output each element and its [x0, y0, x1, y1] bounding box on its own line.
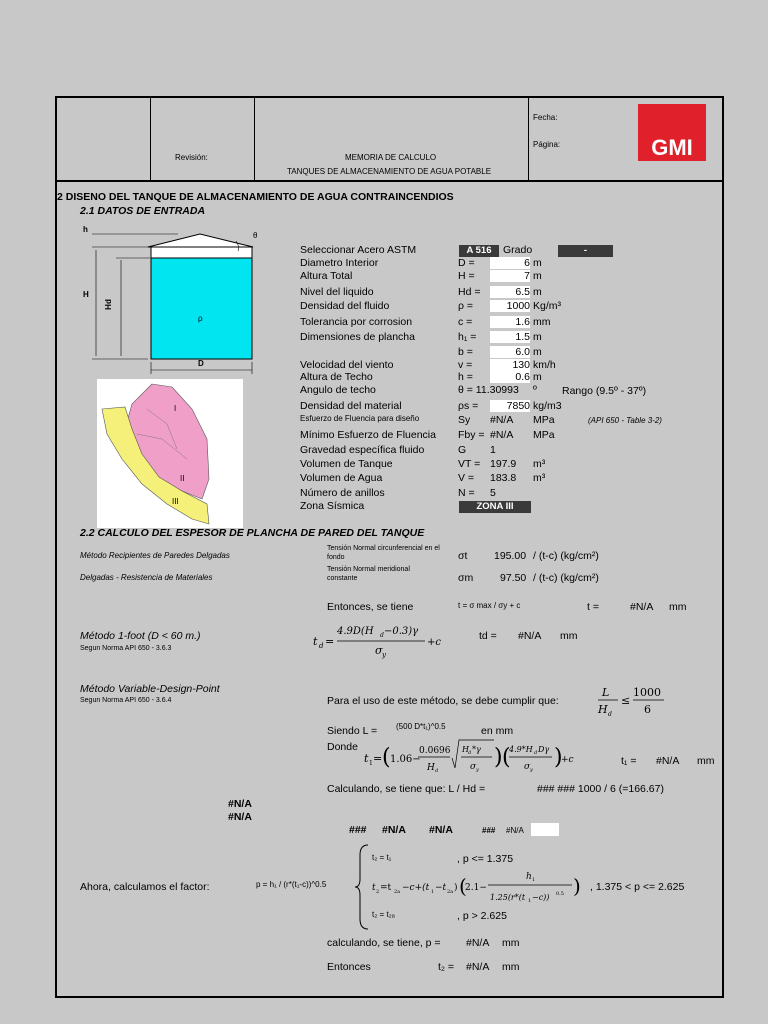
- svg-text:1: 1: [369, 760, 373, 767]
- diagram-theta: θ: [253, 231, 258, 240]
- tension-circ-val: 195.00: [494, 550, 527, 562]
- date-label: Fecha:: [533, 113, 558, 122]
- subsection-inputs: 2.1 DATOS DE ENTRADA: [80, 205, 206, 217]
- svg-text:d: d: [380, 632, 384, 639]
- t-value: #N/A: [630, 601, 654, 613]
- svg-text:*γ: *γ: [472, 745, 481, 754]
- l-hd-formula: [596, 683, 671, 719]
- svg-text:+c: +c: [561, 755, 574, 765]
- t1-formula: [364, 738, 574, 780]
- svg-text:2a: 2a: [394, 889, 401, 895]
- input-unit-16: m³: [533, 472, 546, 484]
- siendo-unit: en mm: [481, 725, 514, 737]
- case3-cond: , p > 2.625: [457, 910, 507, 922]
- input-value-2: 7: [524, 270, 530, 282]
- input-unit-3: m: [533, 286, 542, 298]
- input-unit-8: km/h: [533, 359, 556, 371]
- tension-mer: Tensión Normal meridional constante: [327, 566, 410, 582]
- input-value-cell-7[interactable]: [490, 346, 530, 358]
- svg-text:2.1−: 2.1−: [465, 883, 487, 893]
- na-1: #N/A: [228, 798, 252, 810]
- input-label-16: Volumen de Agua: [300, 472, 383, 484]
- tension-circ-unit: / (t-c) (kg/cm²): [533, 550, 599, 562]
- memo-title: MEMORIA DE CALCULO: [345, 153, 437, 162]
- zone-select[interactable]: ZONA III: [459, 501, 531, 513]
- siendo-expr: (500 D*t₁)^0.5: [396, 722, 446, 731]
- input-symbol-13: Fby =: [458, 429, 485, 441]
- input-value-4: 1000: [506, 300, 530, 312]
- svg-text:h: h: [526, 872, 532, 882]
- input-unit-7: m: [533, 346, 542, 358]
- row-na-3: #N/A: [506, 826, 524, 835]
- svg-text:): ): [573, 874, 581, 898]
- svg-text:1: 1: [528, 898, 532, 904]
- subsection-thickness: 2.2 CALCULO DEL ESPESOR DE PLANCHA DE PARED DEL TANQUE: [80, 527, 425, 539]
- blank-cell: [531, 823, 559, 836]
- input-label-10: Angulo de techo: [300, 384, 376, 396]
- svg-text:1: 1: [431, 889, 435, 895]
- input-label-4: Densidad del fluido: [300, 300, 390, 312]
- input-value-cell-6[interactable]: [490, 331, 530, 343]
- input-unit-15: m³: [533, 458, 546, 470]
- t-eq: t =: [587, 601, 599, 613]
- header-bottom-line: [55, 180, 722, 182]
- input-symbol-11: ρs =: [458, 400, 479, 412]
- input-label-18: Zona Sísmica: [300, 500, 365, 512]
- t1-value: #N/A: [656, 755, 680, 767]
- input-label-12: Esfuerzo de Fluencia para diseño: [300, 414, 420, 423]
- input-symbol-9: h =: [458, 371, 473, 383]
- svg-text:(: (: [459, 874, 467, 898]
- svg-text:=: =: [325, 635, 335, 648]
- input-unit-4: Kg/m³: [533, 300, 562, 312]
- tension-circ-sym: σt: [458, 550, 468, 562]
- input-value-7: 6.0: [515, 346, 530, 358]
- p-unit: mm: [502, 937, 520, 949]
- input-label-15: Volumen de Tanque: [300, 458, 393, 470]
- input-value-cell-3[interactable]: [490, 286, 530, 298]
- svg-text:σ: σ: [375, 644, 383, 657]
- t-expression: t = σ max / σy + c: [458, 601, 521, 610]
- svg-text:0.0696: 0.0696: [419, 746, 451, 756]
- t2-unit: mm: [502, 961, 520, 973]
- case2-formula: [368, 866, 588, 906]
- svg-text:y: y: [530, 767, 533, 773]
- input-value-cell-1[interactable]: [490, 257, 530, 269]
- input-symbol-6: h₁ =: [458, 331, 477, 343]
- input-label-8: Velocidad del viento: [300, 359, 394, 371]
- svg-text:1.06−: 1.06−: [390, 754, 421, 765]
- diagram-rho: ρ: [198, 314, 203, 323]
- case3-expr: t₂ = t₂ₐ: [372, 910, 395, 919]
- p-value: #N/A: [466, 937, 490, 949]
- svg-text:d: d: [534, 750, 538, 756]
- td-value: #N/A: [518, 630, 542, 642]
- method-1foot-norm: Segun Norma API 650 - 3.6.3: [80, 645, 172, 652]
- svg-text:(: (: [502, 745, 511, 770]
- input-value-5: 1.6: [515, 316, 530, 328]
- svg-text:2a: 2a: [447, 889, 454, 895]
- section-title: 2 DISENO DEL TANQUE DE ALMACENAMIENTO DE AGUA CONTRAINCENDIOS: [57, 191, 454, 203]
- diagram-D-label: D: [198, 359, 204, 368]
- input-label-0: Seleccionar Acero ASTM: [300, 244, 417, 256]
- svg-text:t: t: [313, 635, 318, 648]
- input-symbol-12: Sy: [458, 414, 471, 426]
- svg-text:d: d: [435, 768, 439, 774]
- method-vdp: Método Variable-Design-Point: [80, 683, 220, 695]
- td-unit: mm: [560, 630, 578, 642]
- input-label-11: Densidad del material: [300, 400, 402, 412]
- zone-III: III: [172, 497, 179, 506]
- method-1foot: Método 1-foot (D < 60 m.): [80, 630, 201, 642]
- svg-text:−0.3)γ: −0.3)γ: [384, 626, 419, 637]
- calculando-label: Calculando, se tiene que: L / Hd =: [327, 783, 486, 795]
- input-value-cell-9[interactable]: [490, 371, 530, 383]
- svg-text:6: 6: [644, 703, 651, 716]
- input-label-17: Número de anillos: [300, 487, 385, 499]
- case1-cond: , p <= 1.375: [457, 853, 514, 865]
- roof-range: Rango (9.5º - 37º): [562, 385, 647, 397]
- input-value-17: 5: [490, 487, 496, 499]
- row-hash-2: ###: [482, 826, 496, 835]
- input-symbol-15: VT =: [458, 458, 481, 470]
- input-value-12: #N/A: [490, 414, 514, 426]
- input-label-13: Mínimo Esfuerzo de Fluencia: [300, 429, 436, 441]
- method-thin-2: Delgadas - Resistencia de Materiales: [80, 573, 213, 582]
- svg-text:−c)): −c)): [532, 893, 550, 902]
- input-label-5: Tolerancia por corrosion: [300, 316, 413, 328]
- input-value-14: 1: [490, 444, 496, 456]
- svg-text:L: L: [602, 686, 610, 699]
- input-value-cell-5[interactable]: [490, 316, 530, 328]
- svg-text:y: y: [382, 651, 386, 659]
- svg-text:H: H: [598, 703, 608, 716]
- grade-label: Grado: [503, 244, 533, 256]
- input-symbol-8: v =: [458, 359, 473, 371]
- input-label-1: Diametro Interior: [300, 257, 379, 269]
- row-na-2: #N/A: [429, 824, 453, 836]
- input-value-15: 197.9: [490, 458, 517, 470]
- svg-text:t: t: [372, 883, 376, 893]
- input-symbol-7: b =: [458, 346, 473, 358]
- svg-text:=: =: [373, 752, 383, 765]
- svg-text:1: 1: [532, 877, 536, 883]
- input-unit-2: m: [533, 270, 542, 282]
- row-na-1: #N/A: [382, 824, 406, 836]
- t2-value: #N/A: [466, 961, 490, 973]
- svg-text:−t: −t: [435, 883, 447, 893]
- api-note: (API 650 - Table 3-2): [588, 416, 662, 425]
- input-value-6: 1.5: [515, 331, 530, 343]
- factor-text: Ahora, calculamos el factor:: [80, 881, 210, 893]
- svg-text:d: d: [468, 750, 472, 756]
- input-symbol-14: G: [458, 444, 467, 456]
- td-label: td =: [479, 630, 497, 642]
- td-formula: [313, 620, 458, 662]
- tension-mer-val: 97.50: [500, 572, 527, 584]
- svg-text:H: H: [462, 745, 469, 754]
- svg-text:(: (: [382, 745, 391, 770]
- input-value-13: #N/A: [490, 429, 514, 441]
- svg-text:): ): [554, 745, 563, 770]
- svg-text:4.9*H: 4.9*H: [509, 745, 533, 754]
- t-unit: mm: [669, 601, 687, 613]
- input-unit-12: MPa: [533, 414, 555, 426]
- t1-label: t₁ =: [621, 755, 637, 767]
- method-vdp-norm: Segun Norma API 650 - 3.6.4: [80, 697, 172, 704]
- input-value-cell-11[interactable]: [490, 400, 530, 412]
- memo-subtitle: TANQUES DE ALMACENAMIENTO DE AGUA POTABLE: [287, 167, 492, 176]
- input-value-cell-2[interactable]: [490, 270, 530, 282]
- svg-text:+c: +c: [427, 637, 441, 648]
- input-symbol-10: θ = 11.30993: [458, 384, 519, 396]
- siendo-label: Siendo L =: [327, 725, 378, 737]
- factor-expr: p = h₁ / (r*(t₁-c))^0.5: [256, 880, 327, 889]
- t2-label: t₂ =: [438, 961, 455, 973]
- input-unit-1: m: [533, 257, 542, 269]
- header-divider-1: [150, 96, 151, 181]
- seismic-zone-map: [97, 379, 243, 528]
- steel-select[interactable]: A 516: [459, 245, 499, 257]
- calculando-values: ### ### 1000 / 6 (=166.67): [537, 783, 664, 795]
- revision-label: Revisión:: [175, 153, 208, 162]
- zone-II: II: [180, 474, 185, 483]
- header-divider-2: [254, 96, 255, 181]
- input-symbol-2: H =: [458, 270, 475, 282]
- input-unit-6: m: [533, 331, 542, 343]
- tension-mer-unit: / (t-c) (kg/cm²): [533, 572, 599, 584]
- tension-circ: Tensión Normal circunferencial en el fondo: [327, 545, 440, 561]
- input-value-cell-4[interactable]: [490, 300, 530, 312]
- diagram-Hd-label: Hd: [103, 299, 113, 310]
- input-unit-5: mm: [533, 316, 551, 328]
- entonces-label: Entonces, se tiene: [327, 601, 414, 613]
- input-label-9: Altura de Techo: [300, 371, 373, 383]
- input-label-2: Altura Total: [300, 270, 353, 282]
- donde-label: Donde: [327, 741, 358, 753]
- svg-text:=t: =t: [380, 883, 392, 893]
- input-symbol-16: V =: [458, 472, 475, 484]
- input-unit-9: m: [533, 371, 542, 383]
- svg-text:σ: σ: [524, 762, 531, 772]
- input-value-1: 6: [524, 257, 530, 269]
- page-label: Página:: [533, 140, 561, 149]
- t1-unit: mm: [697, 755, 715, 767]
- svg-text:Dγ: Dγ: [538, 745, 550, 754]
- input-label-6: Dimensiones de plancha: [300, 331, 415, 343]
- svg-text:4.9D(H: 4.9D(H: [337, 626, 374, 637]
- input-unit-11: kg/m3: [533, 400, 562, 412]
- row-hash-1: ###: [349, 824, 367, 836]
- input-value-9: 0.6: [515, 371, 530, 383]
- zone-I: I: [174, 404, 177, 413]
- input-value-8: 130: [512, 359, 530, 371]
- calc-p-label: calculando, se tiene, p =: [327, 937, 441, 949]
- input-symbol-3: Hd =: [458, 286, 481, 298]
- diagram-h-label: h: [83, 225, 88, 234]
- input-value-11: 7850: [506, 400, 530, 412]
- diagram-H-label: H: [83, 290, 89, 299]
- input-label-14: Gravedad específica fluido: [300, 444, 425, 456]
- svg-text:2: 2: [376, 889, 380, 895]
- svg-text:H: H: [427, 763, 435, 773]
- input-value-cell-8[interactable]: [490, 359, 530, 371]
- method-thin: Método Recipientes de Paredes Delgadas: [80, 551, 230, 560]
- input-unit-13: MPa: [533, 429, 555, 441]
- case1-expr: t₂ = t₁: [372, 853, 392, 862]
- entonces-2: Entonces: [327, 961, 371, 973]
- svg-text:σ: σ: [470, 762, 477, 772]
- svg-text:t: t: [364, 752, 369, 765]
- input-symbol-1: D =: [458, 257, 475, 269]
- input-symbol-4: ρ =: [458, 300, 474, 312]
- svg-text:≤: ≤: [621, 694, 631, 707]
- input-symbol-5: c =: [458, 316, 473, 328]
- svg-text:y: y: [476, 767, 479, 773]
- svg-text:): ): [494, 745, 503, 770]
- tension-mer-sym: σm: [458, 572, 474, 584]
- grade-select[interactable]: -: [558, 245, 613, 257]
- header-divider-3: [528, 96, 529, 181]
- para-uso: Para el uso de este método, se debe cumplir que:: [327, 695, 559, 707]
- case2-cond: , 1.375 < p <= 2.625: [590, 881, 685, 893]
- input-value-3: 6.5: [515, 286, 530, 298]
- svg-text:d: d: [319, 642, 324, 650]
- input-label-3: Nivel del liquido: [300, 286, 374, 298]
- input-unit-10: º: [533, 384, 537, 396]
- na-2: #N/A: [228, 811, 252, 823]
- svg-text:0.5: 0.5: [556, 891, 564, 897]
- svg-text:1000: 1000: [633, 686, 661, 699]
- svg-text:d: d: [608, 711, 612, 718]
- svg-text:): ): [454, 883, 458, 893]
- svg-text:1.25(r*(t: 1.25(r*(t: [490, 893, 526, 902]
- gmi-logo: GMI: [638, 104, 706, 161]
- input-value-16: 183.8: [490, 472, 517, 484]
- svg-text:−c+(t: −c+(t: [402, 883, 430, 893]
- input-symbol-17: N =: [458, 487, 475, 499]
